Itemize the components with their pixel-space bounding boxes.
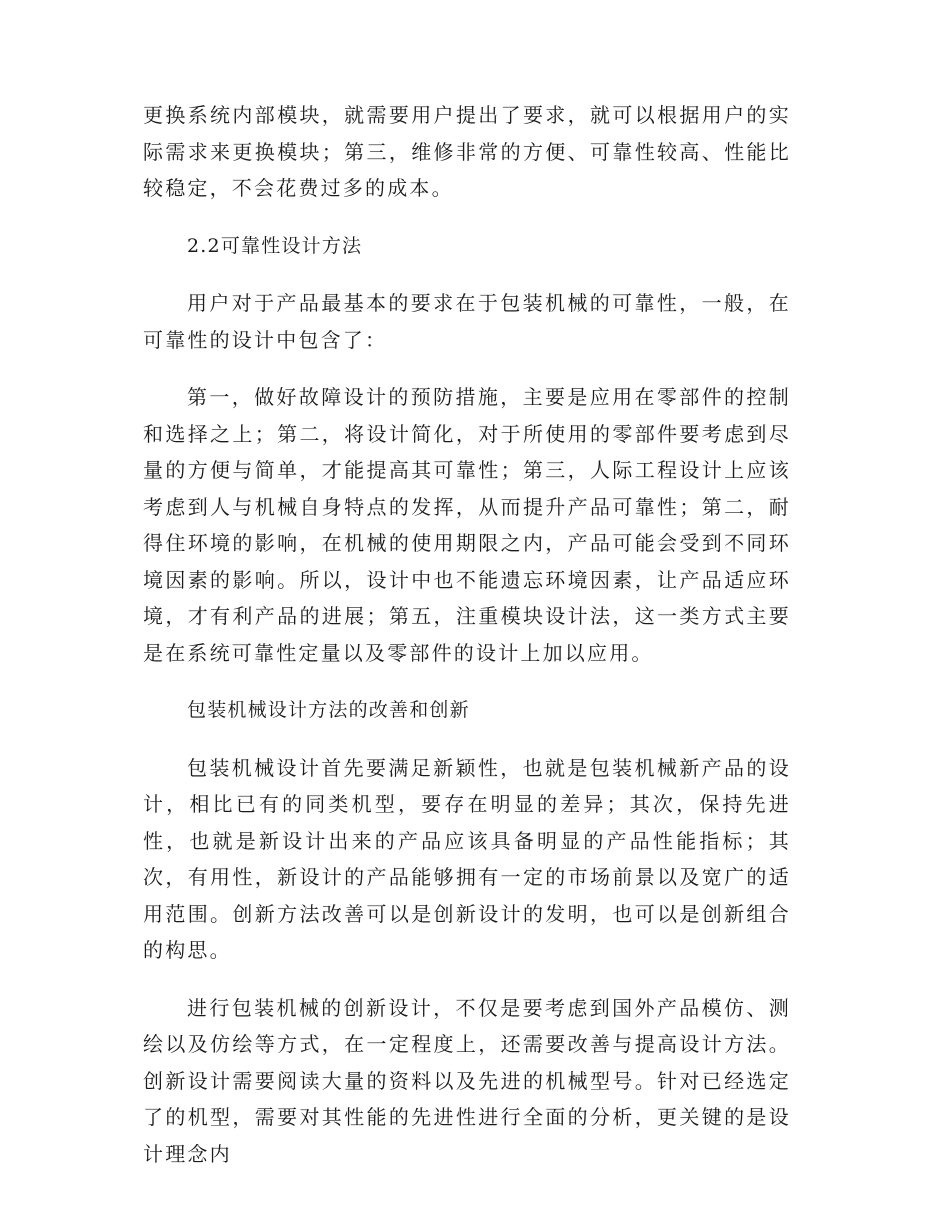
paragraph-reliability-intro: 用户对于产品最基本的要求在于包装机械的可靠性，一般，在可靠性的设计中包含了： — [143, 291, 791, 352]
paragraph-gap — [143, 207, 791, 228]
paragraph-innovation-requirements: 包装机械设计首先要满足新颖性，也就是包装机械新产品的设计，相比已有的同类机型，要存在明显的差异；其次，保持先进性，也就是新设计出来的产品应该具备明显的产品性能指标；其次，有用性，新设计的产品能够拥有一定的市场前景以及宽广的适用范围。创新方法改善可以是创新设计的发明，也可以是创新组合的构思。 — [143, 755, 791, 962]
paragraph-innovation-process: 进行包装机械的创新设计，不仅是要考虑到国外产品模仿、测绘以及仿绘等方式，在一定程度上，还需要改善与提高设计方法。创新设计需要阅读大量的资料以及先进的机械型号。针对已经选定了的机型，需要对其性能的先进性进行全面的分析，更关键的是设计理念内 — [143, 995, 791, 1166]
section-heading-design-innovation: 包装机械设计方法的改善和创新 — [187, 699, 470, 721]
paragraph-gap — [143, 671, 791, 692]
paragraph-gap — [143, 264, 791, 285]
paragraph-reliability-measures: 第一，做好故障设计的预防措施，主要是应用在零部件的控制和选择之上；第二，将设计简化，对于所使用的零部件要考虑到尽量的方便与简单，才能提高其可靠性；第三，人际工程设计上应该考虑到人与机械自身特点的发挥，从而提升产品可靠性；第二，耐得住环境的影响，在机械的使用期限之内，产品可能会受到不同环境因素的影响。所以，设计中也不能遗忘环境因素，让产品适应环境，才有利产品的进展；第五，注重模块设计法，这一类方式主要是在系统可靠性定量以及零部件的设计上加以应用。 — [143, 385, 791, 665]
paragraph-gap — [143, 729, 791, 750]
paragraph-gap — [143, 358, 791, 379]
section-heading-reliability-design: 2.2可靠性设计方法 — [187, 234, 363, 257]
paragraph-gap — [143, 969, 791, 990]
paragraph-module-replacement: 更换系统内部模块，就需要用户提出了要求，就可以根据用户的实际需求来更换模块；第三，维修非常的方便、可靠性较高、性能比较稳定，不会花费过多的成本。 — [143, 103, 791, 200]
document-body — [143, 97, 791, 1172]
